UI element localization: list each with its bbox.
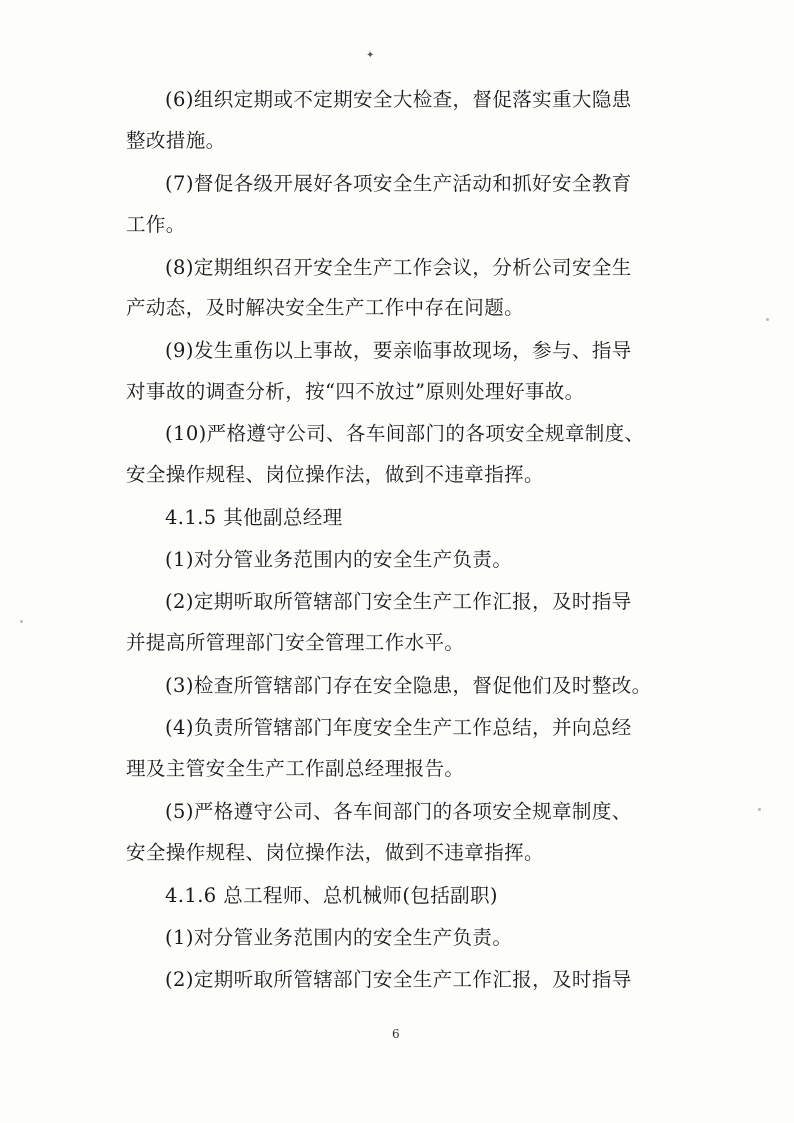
text-line: 理及主管安全生产工作副总经理报告。: [126, 757, 465, 780]
text-line: 产动态，及时解决安全生产工作中存在问题。: [126, 296, 525, 319]
text-line: (5)严格遵守公司、各车间部门的各项安全规章制度、: [165, 800, 632, 823]
text-line: (2)定期听取所管辖部门安全生产工作汇报，及时指导: [165, 968, 632, 991]
section-heading: 4.1.5 其他副总经理: [165, 506, 343, 529]
text-line: 整改措施。: [126, 129, 226, 152]
text-line: (4)负责所管辖部门年度安全生产工作总结，并向总经: [165, 716, 632, 739]
text-line: (1)对分管业务范围内的安全生产负责。: [165, 548, 513, 571]
text-line: (2)定期听取所管辖部门安全生产工作汇报，及时指导: [165, 590, 632, 613]
scan-mark-icon: ✦: [366, 50, 375, 61]
scan-speck: [20, 620, 23, 623]
text-line: (10)严格遵守公司、各车间部门的各项安全规章制度、: [165, 422, 645, 445]
text-line: 安全操作规程、岗位操作法，做到不违章指挥。: [126, 841, 544, 864]
text-line: (9)发生重伤以上事故，要亲临事故现场，参与、指导: [165, 339, 632, 362]
scan-speck: [758, 808, 761, 811]
section-heading: 4.1.6 总工程师、总机械师(包括副职): [165, 884, 498, 907]
text-line: (1)对分管业务范围内的安全生产负责。: [165, 926, 513, 949]
text-line: (8)定期组织召开安全生产工作会议，分析公司安全生: [165, 256, 632, 279]
scan-speck: [766, 318, 769, 321]
text-line: (6)组织定期或不定期安全大检查，督促落实重大隐患: [165, 88, 632, 111]
text-line: (3)检查所管辖部门存在安全隐患，督促他们及时整改。: [165, 674, 652, 697]
text-line: 对事故的调查分析，按“四不放过”原则处理好事故。: [126, 380, 585, 403]
text-line: 工作。: [126, 213, 186, 236]
page-number: 6: [392, 1027, 400, 1041]
text-line: 并提高所管理部门安全管理工作水平。: [126, 631, 465, 654]
text-line: (7)督促各级开展好各项安全生产活动和抓好安全教育: [165, 172, 632, 195]
text-line: 安全操作规程、岗位操作法，做到不违章指挥。: [126, 463, 544, 486]
